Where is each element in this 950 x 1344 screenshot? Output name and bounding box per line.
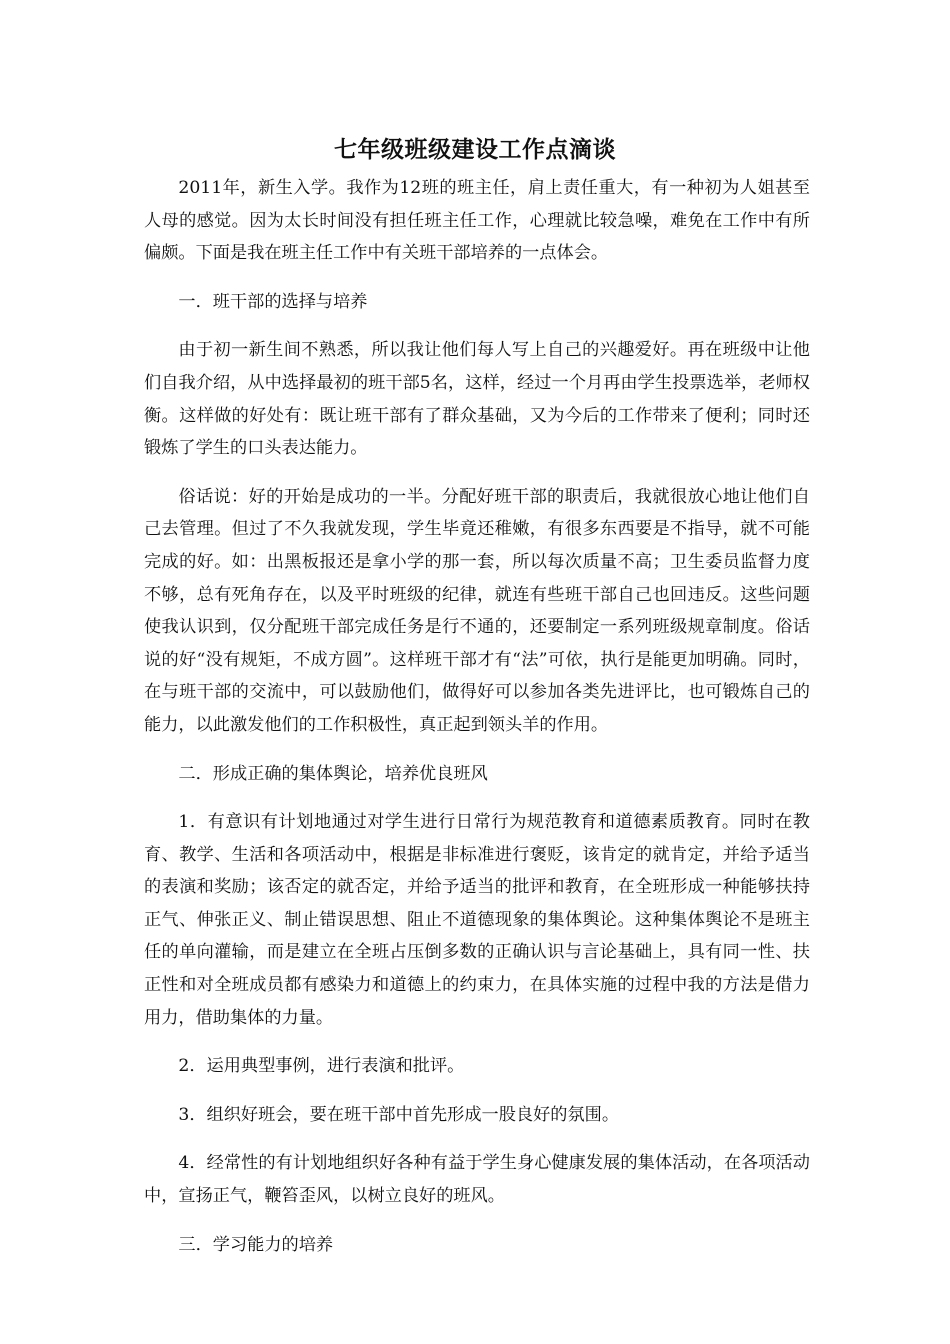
list-item-4: 4．经常性的有计划地组织好各种有益于学生身心健康发展的集体活动，在各项活动中，宣扬正气，鞭笞歪风，以树立良好的班风。	[144, 1153, 810, 1207]
document-body	[144, 172, 810, 1277]
section-heading-2: 二．形成正确的集体舆论，培养优良班风	[178, 763, 488, 784]
document-title: 七年级班级建设工作点滴谈	[334, 136, 616, 163]
paragraph-proverb: 俗话说：好的开始是成功的一半。分配好班干部的职责后，我就很放心地让他们自己去管理。但过了不久我就发现，学生毕竟还稚嫩，有很多东西要是不指导，就不可能完成的好。如：出黑板报还是拿小学的那一套，所以每次质量不高；卫生委员监督力度不够，总有死角存在，以及平时班级的纪律，就连有些班干部自己也回违反。这些问题使我认识到，仅分配班干部完成任务是行不通的，还要制定一系列班级规章制度。俗话说的好“没有规矩，不成方圆”。这样班干部才有“法”可依，执行是能更加明确。同时，在与班干部的交流中，可以鼓励他们，做得好可以参加各类先进评比，也可锻炼自己的能力，以此激发他们的工作积极性，真正起到领头羊的作用。	[144, 486, 810, 735]
list-item-1: 1．有意识有计划地通过对学生进行日常行为规范教育和道德素质教育。同时在教育、教学、生活和各项活动中，根据是非标准进行褒贬，该肯定的就肯定，并给予适当的表演和奖励；该否定的就否定，并给予适当的批评和教育，在全班形成一种能够扶持正气、伸张正义、制止错误思想、阻止不道德现象的集体舆论。这种集体舆论不是班主任的单向灌输，而是建立在全班占压倒多数的正确认识与言论基础上，具有同一性、扶正性和对全班成员都有感染力和道德上的约束力，在具体实施的过程中我的方法是借力用力，借助集体的力量。	[144, 812, 810, 1028]
section-heading-1: 一．班干部的选择与培养	[178, 291, 368, 312]
list-item-2: 2．运用典型事例，进行表演和批评。	[178, 1056, 465, 1077]
section-heading-3: 三．学习能力的培养	[178, 1234, 334, 1255]
list-item-3: 3．组织好班会，要在班干部中首先形成一股良好的氛围。	[178, 1104, 620, 1125]
paragraph-cadre-selection: 由于初一新生间不熟悉，所以我让他们每人写上自己的兴趣爱好。再在班级中让他们自我介绍，从中选择最初的班干部5名，这样，经过一个月再由学生投票选举，老师权衡。这样做的好处有：既让班干部有了群众基础，又为今后的工作带来了便利；同时还锻炼了学生的口头表达能力。	[144, 340, 810, 459]
intro-paragraph: 2011年，新生入学。我作为12班的班主任，肩上责任重大，有一种初为人姐甚至人母的感觉。因为太长时间没有担任班主任工作，心理就比较急噪，难免在工作中有所偏颇。下面是我在班主任工作中有关班干部培养的一点体会。	[144, 178, 810, 264]
